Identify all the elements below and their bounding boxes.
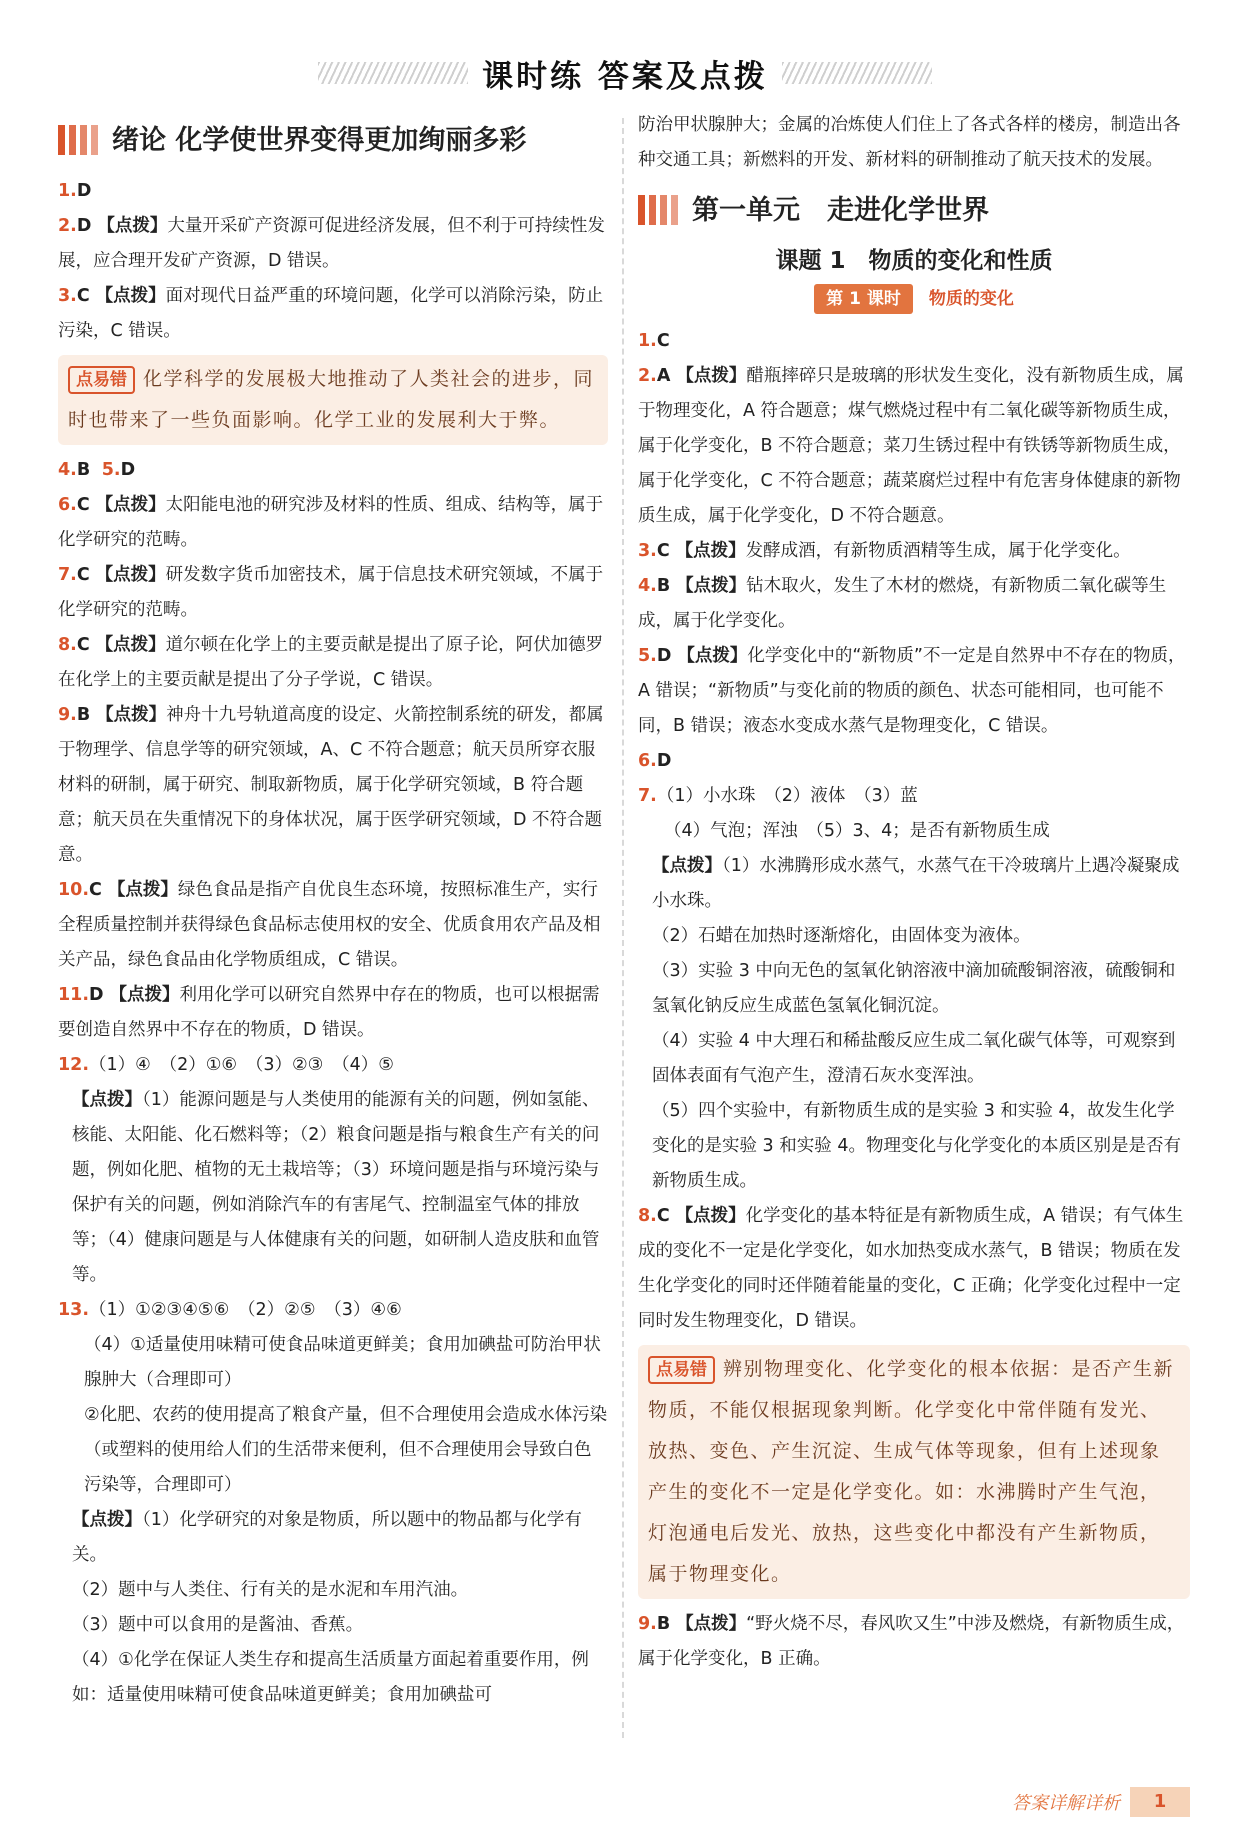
error-note-2: 点易错 辨别物理变化、化学变化的根本依据：是否产生新物质，不能仅根据现象判断。化学变化中常伴随有发光、放热、变色、产生沉淀、生成气体等现象，但有上述现象产生的变化不一定是化学变化。如：水沸腾时产生气泡，灯泡通电后发光、放热，这些变化中都没有产生新物质，属于物理变化。	[638, 1345, 1190, 1599]
page-footer	[1012, 1787, 1190, 1817]
period-badge: 第 1 课时	[814, 284, 913, 314]
answer-item-3: 3.C 【点拨】面对现代日益严重的环境问题，化学可以消除污染，防止污染，C 错误。	[58, 286, 604, 341]
answer-13-part4a: （4）①适量使用味精可使食品味道更鲜美；食用加碘盐可防治甲状腺肿大（合理即可）	[84, 1335, 601, 1390]
page-header	[0, 48, 1250, 98]
section-title-text: 第一单元 走进化学世界	[692, 194, 989, 226]
answer-13-explanation-2: （2）题中与人类住、行有关的是水泥和车用汽油。	[72, 1580, 469, 1600]
section-bars-icon	[638, 195, 682, 225]
answer-item-3: 3.C 【点拨】发酵成酒，有新物质酒精等生成，属于化学变化。	[638, 541, 1131, 561]
answer-item-9: 9.B 【点拨】神舟十九号轨道高度的设定、火箭控制系统的研发，都属于物理学、信息学等的研究领域，A、C 不符合题意；航天员所穿衣服材料的研制，属于研究、制取新物质，属于化学研究领域，B 符合题意；航天员在失重情况下的身体状况，属于医学研究领域，D 不符合题意。	[58, 705, 604, 865]
section-title-unit1	[638, 184, 1190, 236]
answer-7-explanation-4: （4）实验 4 中大理石和稀盐酸反应生成二氧化碳气体等，可观察到固体表面有气泡产生，澄清石灰水变浑浊。	[652, 1031, 1176, 1086]
header-right-stripe	[782, 62, 932, 84]
answer-item-1: 1.C	[638, 331, 670, 351]
answer-item-7: 7.（1）小水珠 （2）液体 （3）蓝	[638, 786, 918, 806]
section-title-intro	[58, 114, 608, 166]
answer-item-2: 2.A 【点拨】醋瓶摔碎只是玻璃的形状发生变化，没有新物质生成，属于物理变化，A 符合题意；煤气燃烧过程中有二氧化碳等新物质生成，属于化学变化，B 不符合题意；菜刀生锈过程中有铁锈等新物质生成，属于化学变化，C 不符合题意；蔬菜腐烂过程中有危害身体健康的新物质生成，属于化学变化，D 不符合题意。	[638, 366, 1184, 526]
note-badge: 点易错	[68, 366, 135, 394]
answer-item-4: 4.B 【点拨】钻木取火，发生了木材的燃烧，有新物质二氧化碳等生成，属于化学变化。	[638, 576, 1167, 631]
answer-7-explanation-5: （5）四个实验中，有新物质生成的是实验 3 和实验 4，故发生化学变化的是实验 3 和实验 4。物理变化与化学变化的本质区别是是否有新物质生成。	[652, 1101, 1181, 1191]
page-title: 课时练 答案及点拨	[482, 58, 768, 95]
error-note-1: 点易错 化学科学的发展极大地推动了人类社会的进步，同时也带来了一些负面影响。化学工业的发展利大于弊。	[58, 355, 608, 445]
section-title-text: 绪论 化学使世界变得更加绚丽多彩	[112, 124, 527, 156]
right-column	[638, 108, 1190, 1677]
answer-13-continuation: 防治甲状腺肿大；金属的冶炼使人们住上了各式各样的楼房，制造出各种交通工具；新燃料的开发、新材料的研制推动了航天技术的发展。	[638, 115, 1181, 170]
answer-13-explanation-4: （4）①化学在保证人类生存和提高生活质量方面起着重要作用，例如：适量使用味精可使食品味道更鲜美；食用加碘盐可	[72, 1650, 589, 1705]
answer-item-8: 8.C 【点拨】道尔顿在化学上的主要贡献是提出了原子论，阿伏加德罗在化学上的主要贡献是提出了分子学说，C 错误。	[58, 635, 604, 690]
answer-item-6: 6.C 【点拨】太阳能电池的研究涉及材料的性质、组成、结构等，属于化学研究的范畴。	[58, 495, 604, 550]
section-bars-icon	[58, 125, 102, 155]
answer-item-7: 7.C 【点拨】研发数字货币加密技术，属于信息技术研究领域，不属于化学研究的范畴。	[58, 565, 604, 620]
answer-item-1: 1.D	[58, 181, 92, 201]
answer-item-5: 5.D 【点拨】化学变化中的“新物质”不一定是自然界中不存在的物质，A 错误；“新物质”与变化前的物质的颜色、状态可能相同，也可能不同，B 错误；液态水变成水蒸气是物理变化，C 错误。	[638, 646, 1186, 736]
column-divider	[622, 118, 624, 1738]
answer-item-9: 9.B 【点拨】“野火烧不尽，春风吹又生”中涉及燃烧，有新物质生成，属于化学变化，B 正确。	[638, 1614, 1185, 1669]
answer-item-11: 11.D 【点拨】利用化学可以研究自然界中存在的物质，也可以根据需要创造自然界中不存在的物质，D 错误。	[58, 985, 600, 1040]
footer-label: 答案详解详析	[1012, 1793, 1120, 1814]
header-left-stripe	[318, 62, 468, 84]
answer-item-13: 13.（1）①②③④⑤⑥ （2）②⑤ （3）④⑥	[58, 1300, 402, 1320]
answer-7-explanation-2: （2）石蜡在加热时逐渐熔化，由固体变为液体。	[652, 926, 1031, 946]
answer-13-explanation-1: 【点拨】（1）化学研究的对象是物质，所以题中的物品都与化学有关。	[72, 1510, 582, 1565]
left-column	[58, 108, 608, 1713]
answer-7-explanation-3: （3）实验 3 中向无色的氢氧化钠溶液中滴加硫酸铜溶液，硫酸铜和氢氧化钠反应生成蓝色氢氧化铜沉淀。	[652, 961, 1176, 1016]
answer-item-4-5: 4.B 5.D	[58, 460, 136, 480]
answer-item-8: 8.C 【点拨】化学变化的基本特征是有新物质生成，A 错误；有气体生成的变化不一定是化学变化，如水加热变成水蒸气，B 错误；物质在发生化学变化的同时还伴随着能量的变化，C 正确；化学变化过程中一定同时发生物理变化，D 错误。	[638, 1206, 1184, 1331]
lesson-sub-header	[638, 284, 1190, 314]
period-title: 物质的变化	[928, 289, 1014, 309]
answer-13-explanation-3: （3）题中可以食用的是酱油、香蕉。	[72, 1615, 364, 1635]
answer-13-part4b: ②化肥、农药的使用提高了粮食产量，但不合理使用会造成水体污染（或塑料的使用给人们的生活带来便利，但不合理使用会导致白色污染等，合理即可）	[84, 1405, 608, 1495]
answer-item-6: 6.D	[638, 751, 672, 771]
page-number: 1	[1130, 1787, 1190, 1817]
answer-item-10: 10.C 【点拨】绿色食品是指产自优良生态环境，按照标准生产，实行全程质量控制并获得绿色食品标志使用权的安全、优质食用农产品及相关产品，绿色食品由化学物质组成，C 错误。	[58, 880, 601, 970]
note-badge: 点易错	[648, 1356, 715, 1384]
answer-12-explanation: 【点拨】（1）能源问题是与人类使用的能源有关的问题，例如氢能、核能、太阳能、化石燃料等；（2）粮食问题是指与粮食生产有关的问题，例如化肥、植物的无土栽培等；（3）环境问题是指与环境污染与保护有关的问题，例如消除汽车的有害尾气、控制温室气体的排放等；（4）健康问题是与人体健康有关的问题，如研制人造皮肤和血管等。	[72, 1090, 600, 1285]
answer-item-2: 2.D 【点拨】大量开采矿产资源可促进经济发展，但不利于可持续性发展，应合理开发矿产资源，D 错误。	[58, 216, 605, 271]
lesson-title: 课题 1 物质的变化和性质	[775, 248, 1053, 274]
answer-7-explanation-1: 【点拨】（1）水沸腾形成水蒸气，水蒸气在干冷玻璃片上遇冷凝聚成小水珠。	[652, 856, 1180, 911]
answer-item-12: 12.（1）④ （2）①⑥ （3）②③ （4）⑤	[58, 1055, 394, 1075]
answer-7-line2: （4）气泡；浑浊 （5）3、4；是否有新物质生成	[664, 821, 1050, 841]
